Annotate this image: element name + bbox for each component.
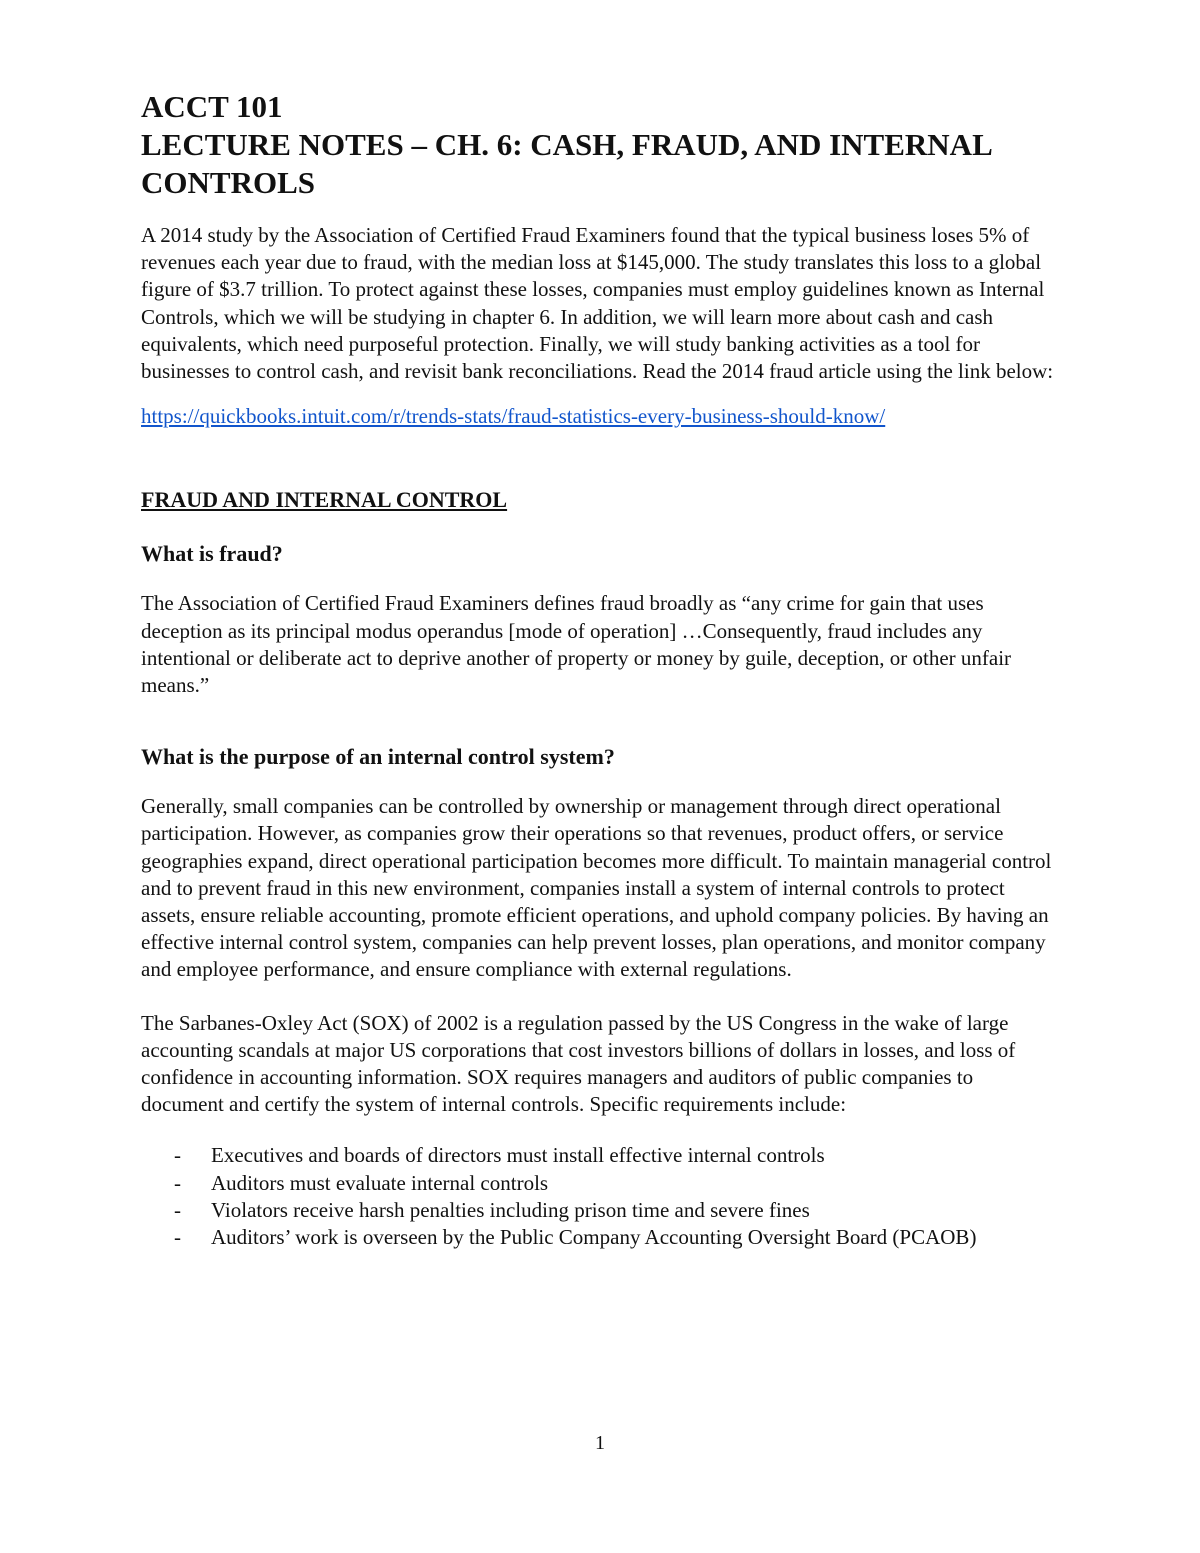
course-code: ACCT 101 [141,89,283,124]
section-heading: FRAUD AND INTERNAL CONTROL [141,487,508,513]
document-title [141,88,1061,202]
list-item [141,1224,1061,1251]
list-item [141,1170,1061,1197]
list-item [141,1142,1061,1169]
bullet-dash: - [174,1170,181,1195]
bullet-dash: - [174,1143,181,1168]
question-what-is-fraud: What is fraud? [141,541,283,567]
link-line [141,403,1061,430]
fraud-definition-paragraph: The Association of Certified Fraud Examiners defines fraud broadly as “any crime for gain that uses deception as its principal modus operandus [mode of operation] …Consequently, fraud includes any intentional or deliberate act to deprive another of property or money by guile, deception, or other unfair means.” [141,591,1012,698]
title-line-3: CONTROLS [141,165,315,200]
list-item [141,1197,1061,1224]
list-item-text: Auditors’ work is overseen by the Public Company Accounting Oversight Board (PCAOB) [211,1225,977,1250]
list-item-text: Auditors must evaluate internal controls [211,1170,549,1195]
intro-paragraph: A 2014 study by the Association of Certified Fraud Examiners found that the typical business loses 5% of revenues each year due to fraud, with the median loss at $145,000. The study translates this loss to a global figure of $3.7 trillion. To protect against these losses, companies must employ guidelines known as Internal Controls, which we will be studying in chapter 6. In addition, we will learn more about cash and cash equivalents, which need purposeful protection. Finally, we will study banking activities as a tool for businesses to control cash, and revisit bank reconciliations. Read the 2014 fraud article using the link below: [141,223,1054,384]
purpose-paragraph: Generally, small companies can be controlled by ownership or management through direct operational participation. However, as companies grow their operations so that revenues, product offers, or service geographies expand, direct operational participation becomes more difficult. To maintain managerial control and to prevent fraud in this new environment, companies install a system of internal controls to protect assets, ensure reliable accounting, promote efficient operations, and uphold company policies. By having an effective internal control system, companies can help prevent losses, plan operations, and monitor company and employee performance, and ensure compliance with external regulations. [141,794,1052,982]
bullet-dash: - [174,1225,181,1250]
page-content [141,88,1061,1251]
question-internal-control-purpose: What is the purpose of an internal control system? [141,744,615,770]
title-line-2: LECTURE NOTES – CH. 6: CASH, FRAUD, AND INTERNAL [141,127,993,162]
list-item-text: Violators receive harsh penalties including prison time and severe fines [211,1197,810,1222]
fraud-article-link[interactable]: https://quickbooks.intuit.com/r/trends-stats/fraud-statistics-every-business-should-know/ [141,404,886,429]
list-item-text: Executives and boards of directors must install effective internal controls [211,1143,825,1168]
sox-requirements-list [141,1142,1061,1251]
page-number: 1 [595,1432,605,1454]
sox-paragraph: The Sarbanes-Oxley Act (SOX) of 2002 is a regulation passed by the US Congress in the wake of large accounting scandals at major US corporations that cost investors billions of dollars in losses, and loss of confidence in accounting information. SOX requires managers and auditors of public companies to document and certify the system of internal controls. Specific requirements include: [141,1010,1016,1117]
bullet-dash: - [174,1197,181,1222]
